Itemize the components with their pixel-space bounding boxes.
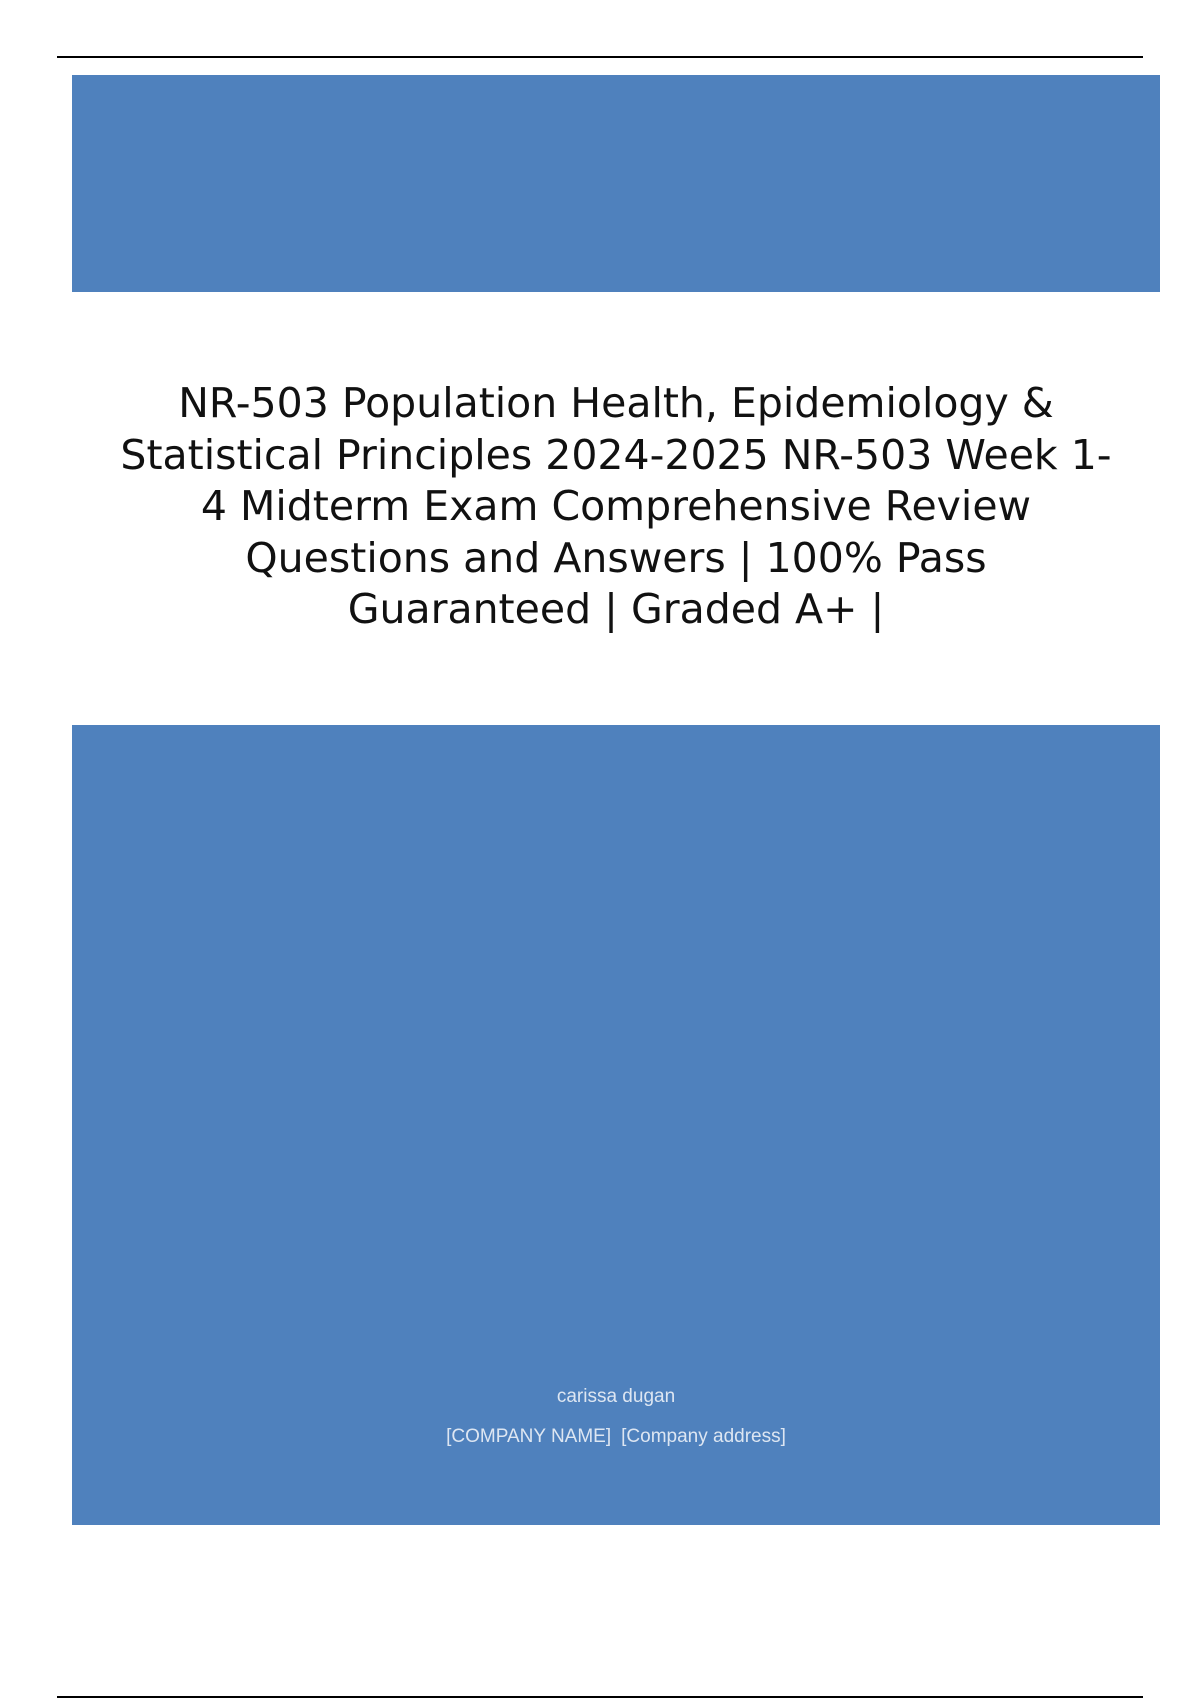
- company-info: [72, 1426, 1160, 1448]
- footer-rule: [57, 1696, 1143, 1698]
- company-address: [Company address]: [621, 1426, 786, 1447]
- header-rule: [57, 56, 1143, 58]
- top-color-band: [72, 75, 1160, 292]
- company-name: [COMPANY NAME]: [446, 1426, 612, 1447]
- document-title: NR-503 Population Health, Epidemiology & Statistical Principles 2024-2025 NR-503 Week 1-4 Midterm Exam Comprehensive Review Questions and Answers | 100% Pass Guaranteed | Graded A+ |: [120, 379, 1112, 633]
- author-name: carissa dugan: [556, 1386, 676, 1407]
